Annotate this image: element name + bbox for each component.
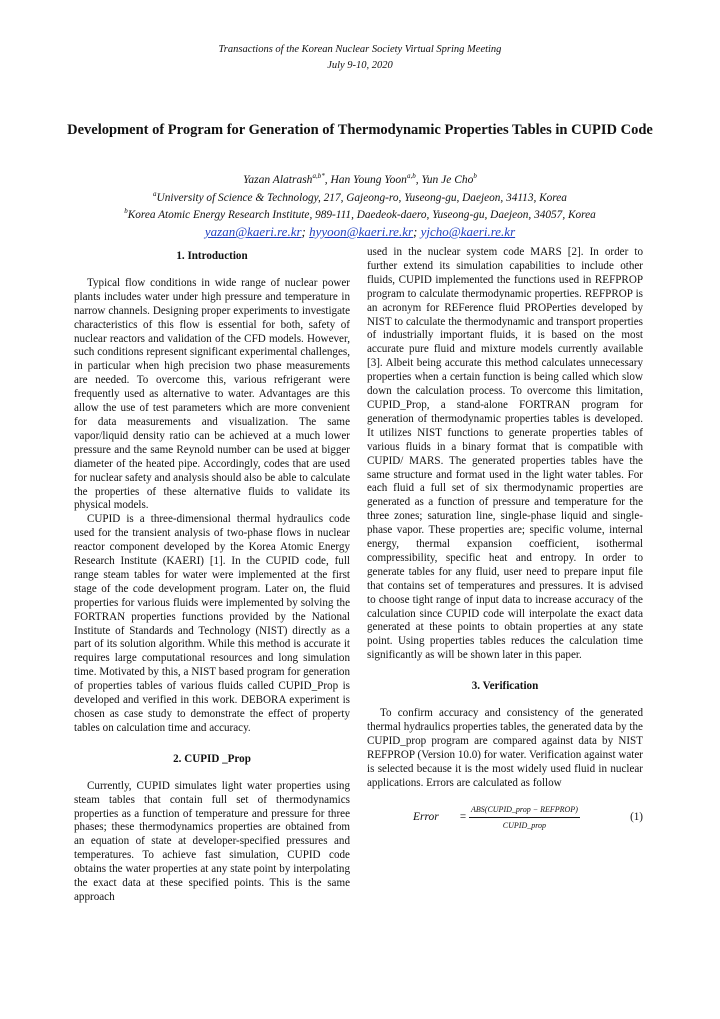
affiliation-text: Korea Atomic Energy Research Institute, 989-111, Daedeok-daero, Yuseong-gu, Daejeon, 34057, Korea: [127, 208, 596, 221]
author-affil-sup: a,b*: [312, 172, 325, 180]
paragraph: Typical flow conditions in wide range of nuclear power plants includes water under high pressure and temperature in narrow channels. Designing proper experiments to investigate characteristics of this flow is essential for both, safety of nuclear reactors and validation of the CFD models. However, such conditions represent significant experimental challenges, in particular when high precision two phase measurements are needed. To overcome this, various refrigerant were frequently used as alternative to water. Advantages are this allow the use of test parameters which are more convenient for data measurements and visualization. The same vapor/liquid density ratio can be achieved at a much lower pressure and the same Reynold number can be used at bigger diameter of the heated pipe. Accordingly, codes that are used for nuclear safety and analysis should also be able to calculate the properties of these alternative fluids to validate its physical models.: [74, 276, 351, 512]
email-link[interactable]: yazan@kaeri.re.kr: [204, 224, 302, 239]
section-heading-verification: 3. Verification: [471, 680, 539, 693]
section-heading-introduction: 1. Introduction: [176, 250, 248, 262]
author-name: , Yun Je Cho: [415, 173, 474, 186]
affiliation-sup: b: [124, 207, 128, 215]
author-name: , Han Young Yoon: [324, 173, 407, 186]
section-heading-cupid-prop: 2. CUPID _Prop: [173, 752, 251, 765]
author-list: [0, 172, 720, 186]
equation-denominator: CUPID_prop: [502, 821, 547, 831]
equation-lhs: Error: [413, 810, 439, 823]
equation-fraction: [469, 803, 580, 834]
paragraph: CUPID is a three-dimensional thermal hydraulics code used for the transient analysis of two-phase flows in nuclear reactor component developed by the Korea Atomic Energy Research Institute (KAERI) [1]. In the CUPID code, full range steam tables for water were implemented at the first stage of the code development program. Later on, the fluid properties for various fluids were implemented by solving the FORTRAN properties functions provided by the National Institute of Standards and Technology (NIST) directly as a part of its solution algorithm. While this method is accurate it requires large computational resources and long simulation time. Motivated by this, a NIST based program for generation of properties tables of various fluids called CUPID_Prop is developed and verified in this work. DEBORA experiment is chosen as case study to demonstrate the effect of property tables on calculation time and accuracy.: [74, 513, 350, 734]
author-affil-sup: a,b: [406, 172, 416, 180]
paper-title: Development of Program for Generation of Thermodynamic Properties Tables in CUPID Code: [67, 122, 653, 138]
equation-number: (1): [630, 810, 643, 823]
running-header-line2: July 9-10, 2020: [327, 60, 393, 71]
email-link[interactable]: yjcho@kaeri.re.kr: [420, 224, 516, 239]
equation-equals: =: [459, 810, 467, 823]
affiliation-text: University of Science & Technology, 217, Gajeong-ro, Yuseong-gu, Daejeon, 34113, Korea: [156, 191, 567, 204]
author-affil-sup: b: [473, 172, 477, 180]
equation-numerator: ABS(CUPID_prop − REFPROP): [469, 803, 580, 819]
affiliation-sup: a: [153, 190, 157, 198]
email-link[interactable]: hyyoon@kaeri.re.kr: [309, 224, 414, 239]
paragraph: To confirm accuracy and consistency of the generated thermal hydraulics properties tables, the generated data by the CUPID_prop program are compared against data by NIST REFPROP (Version 10.0) for water. Verification against water is selected because it is the most widely used fluid in nuclear applications. Errors are calculated as follow: [367, 707, 643, 789]
left-column: [74, 246, 350, 905]
running-header-line1: Transactions of the Korean Nuclear Society Virtual Spring Meeting: [218, 44, 502, 55]
equation-1: [367, 803, 643, 834]
affiliation-a: [0, 190, 720, 204]
author-name: Yazan Alatrash: [243, 173, 313, 186]
email-line: yazan@kaeri.re.kr; hyyoon@kaeri.re.kr; yjcho@kaeri.re.kr: [204, 224, 516, 239]
affiliation-b: [0, 207, 720, 221]
right-column: [367, 246, 643, 833]
paragraph: Currently, CUPID simulates light water properties using steam tables that contain full set of thermodynamics properties as a function of temperature and pressure for three phases; these thermodynamics properties are obtained from an equation of state at developer-specified pressures and temperatures. To achieve fast simulation, CUPID code obtains the water properties at any state point by interpolating the exact data at these specified points. This is the same approach: [74, 779, 350, 903]
paragraph: used in the nuclear system code MARS [2]. In order to further extend its simulation capabilities to include other fluids, CUPID implemented the functions used in REFPROP program to calculate thermodynamic properties. REFPROP is an acronym for REFerence fluid PROPerties developed by NIST to calculate the thermodynamic and transport properties of industrially important fluids, it is based on the most accurate pure fluid and mixture models currently available [3]. Albeit being accurate this method calculates unnecessary properties when a certain function is being called which slow down the calculation process. To overcome this limitation, CUPID_Prop, a stand-alone FORTRAN program for generation of thermodynamic properties tables is developed. It utilizes NIST functions to generate properties tables of various fluids in a binary format that is compatible with CUPID/ MARS. The generated properties tables have the same structure and format used in the light water tables. For each fluid a full set of six thermodynamic properties are generated as a function of pressure and temperature for the three zones; saturation line, single-phase liquid and single-phase vapor. These properties are; specific volume, internal energy, thermal expansion coefficient, isothermal compressibility, specific heat and entropy. In order to generate tables for any fluid, user need to prepare input file that contains set of temperatures and pressures. It is advised to choose tight range of input data to increase accuracy of the calculation since CUPID code will interpolate the exact data generated at these points to obtain properties at any state point. Using properties tables reduces the calculation time significantly as will be shown later in this paper.: [367, 246, 643, 662]
